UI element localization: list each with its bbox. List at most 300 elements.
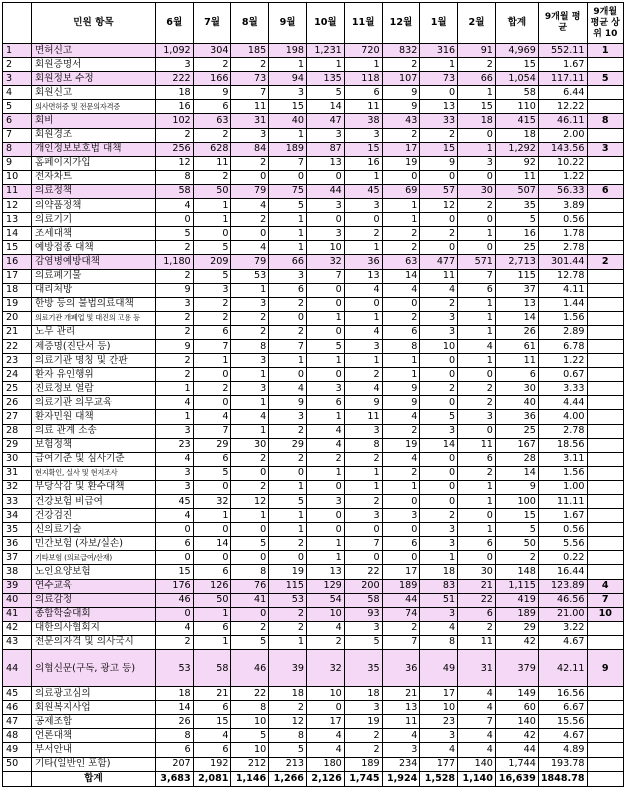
row-rank [587,199,623,213]
month-count: 63 [193,114,231,128]
month-count: 15 [269,100,307,114]
row-number: 5 [3,100,32,114]
month-count: 4 [269,382,307,396]
month-count: 4 [155,452,193,466]
row-number: 3 [3,72,32,86]
month-count: 1 [269,128,307,142]
month-count: 2 [155,325,193,339]
month-count: 126 [193,579,231,593]
month-count: 6 [193,621,231,635]
footer-month-sum: 1,140 [458,771,496,786]
month-count: 2 [382,311,420,325]
row-total: 25 [495,424,538,438]
row-total: 148 [495,565,538,579]
month-count: 83 [420,579,458,593]
table-row [3,325,624,339]
month-count: 4 [344,283,382,297]
month-count: 4 [193,410,231,424]
month-count: 5 [193,466,231,480]
month-count: 0 [458,213,496,227]
header-num [3,3,32,44]
row-total: 15 [495,58,538,72]
month-count: 14 [307,100,345,114]
row-rank [587,325,623,339]
month-count: 36 [344,255,382,269]
row-number: 48 [3,729,32,743]
item-name: 의료 관계 소송 [32,424,156,438]
row-number: 39 [3,579,32,593]
month-count: 15 [458,100,496,114]
month-count: 6 [193,701,231,715]
month-count: 5 [231,537,269,551]
month-count: 2 [231,311,269,325]
row-number: 19 [3,297,32,311]
row-avg: 1.67 [538,58,587,72]
month-count: 0 [231,607,269,621]
header-month: 6월 [155,3,193,44]
month-count: 1 [307,410,345,424]
month-count: 79 [231,184,269,198]
month-count: 2 [344,743,382,757]
row-total: 37 [495,283,538,297]
table-row [3,607,624,621]
month-count: 0 [458,170,496,184]
item-name: 부서안내 [32,743,156,757]
month-count: 19 [382,438,420,452]
row-avg: 1.22 [538,170,587,184]
month-count: 2 [382,466,420,480]
month-count: 2 [231,480,269,494]
row-total: 379 [495,650,538,687]
row-rank [587,241,623,255]
month-count: 0 [269,311,307,325]
month-count: 58 [193,650,231,687]
month-count: 8 [231,701,269,715]
table-row [3,650,624,687]
row-avg: 3.11 [538,452,587,466]
month-count: 3 [155,58,193,72]
row-rank [587,509,623,523]
month-count: 198 [269,44,307,58]
item-name: 의료기관 의무교육 [32,396,156,410]
month-count: 0 [420,452,458,466]
row-avg: 2.78 [538,424,587,438]
month-count: 8 [382,339,420,353]
row-total: 140 [495,715,538,729]
month-count: 9 [155,339,193,353]
month-count: 189 [344,757,382,771]
month-count: 38 [344,114,382,128]
row-avg: 193.78 [538,757,587,771]
month-count: 2 [269,621,307,635]
month-count: 1 [269,354,307,368]
month-count: 53 [269,593,307,607]
month-count: 11 [458,635,496,649]
row-total: 110 [495,100,538,114]
item-name: 종합학술대회 [32,607,156,621]
table-row [3,729,624,743]
footer-total-row [3,771,624,786]
row-number: 44 [3,650,32,687]
row-number: 42 [3,621,32,635]
row-total: 29 [495,621,538,635]
row-avg: 1.22 [538,354,587,368]
month-count: 19 [382,156,420,170]
item-name: 감염병예방대책 [32,255,156,269]
month-count: 2 [155,311,193,325]
month-count: 6 [382,325,420,339]
month-count: 1 [307,58,345,72]
month-count: 9 [382,100,420,114]
row-avg: 11.11 [538,495,587,509]
month-count: 9 [155,283,193,297]
month-count: 32 [307,650,345,687]
month-count: 7 [269,156,307,170]
row-avg: 4.11 [538,283,587,297]
item-name: 전문의자격 및 의사국시 [32,635,156,649]
month-count: 3 [193,283,231,297]
row-avg: 42.11 [538,650,587,687]
month-count: 222 [155,72,193,86]
row-avg: 552.11 [538,44,587,58]
month-count: 21 [458,579,496,593]
table-row [3,213,624,227]
row-total: 2 [495,551,538,565]
month-count: 0 [269,551,307,565]
month-count: 22 [344,565,382,579]
item-name: 기타보험 (의료급여/산재) [32,551,156,565]
month-count: 3 [382,743,420,757]
month-count: 45 [344,184,382,198]
month-count: 0 [458,368,496,382]
month-count: 8 [231,565,269,579]
month-count: 3 [307,382,345,396]
row-number: 25 [3,382,32,396]
row-avg: 2.89 [538,325,587,339]
table-row [3,142,624,156]
row-rank [587,213,623,227]
month-count: 53 [155,650,193,687]
row-rank [587,537,623,551]
month-count: 22 [458,593,496,607]
month-count: 4 [344,382,382,396]
month-count: 1 [458,227,496,241]
row-avg: 2.78 [538,241,587,255]
month-count: 76 [231,579,269,593]
month-count: 8 [420,635,458,649]
row-number: 12 [3,199,32,213]
month-count: 5 [269,495,307,509]
header-month: 9월 [269,3,307,44]
table-row [3,128,624,142]
month-count: 12 [269,715,307,729]
month-count: 13 [344,269,382,283]
month-count: 7 [458,715,496,729]
row-rank [587,715,623,729]
month-count: 15 [193,715,231,729]
month-count: 1 [231,396,269,410]
month-count: 3 [155,424,193,438]
row-number: 14 [3,227,32,241]
row-number: 21 [3,325,32,339]
month-count: 0 [231,523,269,537]
row-number: 45 [3,687,32,701]
row-total: 30 [495,382,538,396]
month-count: 23 [420,715,458,729]
month-count: 1 [382,213,420,227]
table-row [3,227,624,241]
row-avg: 18.56 [538,438,587,452]
header-month: 2월 [458,3,496,44]
footer-month-sum: 1,745 [344,771,382,786]
row-number: 9 [3,156,32,170]
row-avg: 1.78 [538,227,587,241]
month-count: 13 [382,701,420,715]
month-count: 207 [155,757,193,771]
month-count: 189 [382,579,420,593]
header-month: 11월 [344,3,382,44]
month-count: 477 [420,255,458,269]
month-count: 304 [193,44,231,58]
row-number: 11 [3,184,32,198]
month-count: 0 [344,523,382,537]
month-count: 0 [231,466,269,480]
month-count: 4 [307,438,345,452]
row-rank [587,523,623,537]
row-number: 18 [3,283,32,297]
row-rank: 10 [587,607,623,621]
month-count: 18 [458,114,496,128]
header-month: 12월 [382,3,420,44]
month-count: 2 [458,199,496,213]
table-row [3,410,624,424]
row-total: 35 [495,199,538,213]
month-count: 4 [344,325,382,339]
month-count: 0 [458,128,496,142]
month-count: 1 [269,241,307,255]
row-avg: 4.67 [538,635,587,649]
row-rank [587,495,623,509]
month-count: 58 [155,184,193,198]
table-row [3,44,624,58]
row-rank [587,354,623,368]
month-count: 0 [382,170,420,184]
month-count: 2 [344,729,382,743]
row-total: 189 [495,607,538,621]
month-count: 3 [155,297,193,311]
month-count: 2 [382,227,420,241]
row-number: 29 [3,438,32,452]
month-count: 7 [344,537,382,551]
month-count: 11 [344,100,382,114]
item-name: 언론대책 [32,729,156,743]
month-count: 1 [382,480,420,494]
month-count: 3 [231,382,269,396]
month-count: 1 [193,607,231,621]
row-rank [587,368,623,382]
row-total: 25 [495,241,538,255]
row-rank: 2 [587,255,623,269]
table-row [3,100,624,114]
month-count: 66 [458,72,496,86]
table-row [3,269,624,283]
row-rank [587,100,623,114]
row-avg: 0.67 [538,368,587,382]
month-count: 17 [420,687,458,701]
row-total: 167 [495,438,538,452]
month-count: 2 [269,325,307,339]
month-count: 1 [458,297,496,311]
row-avg: 3.22 [538,621,587,635]
month-count: 4 [307,743,345,757]
month-count: 4 [193,729,231,743]
table-row [3,579,624,593]
month-count: 6 [193,100,231,114]
month-count: 135 [307,72,345,86]
month-count: 19 [269,565,307,579]
row-rank: 4 [587,579,623,593]
month-count: 3 [155,480,193,494]
month-count: 8 [155,729,193,743]
item-name: 신의료기술 [32,523,156,537]
month-count: 0 [420,354,458,368]
month-count: 2 [382,241,420,255]
row-rank [587,757,623,771]
row-rank [587,466,623,480]
month-count: 192 [193,757,231,771]
table-row [3,368,624,382]
row-avg: 3.89 [538,199,587,213]
item-name: 의료폐기물 [32,269,156,283]
month-count: 2 [420,297,458,311]
month-count: 53 [231,269,269,283]
month-count: 2 [155,241,193,255]
table-row [3,199,624,213]
month-count: 2 [458,58,496,72]
row-number: 23 [3,354,32,368]
table-row [3,701,624,715]
item-name: 회원정보 수정 [32,72,156,86]
month-count: 0 [269,170,307,184]
month-count: 1 [193,509,231,523]
header-month: 7월 [193,3,231,44]
month-count: 3 [269,410,307,424]
month-count: 2 [231,213,269,227]
row-avg: 1.00 [538,480,587,494]
row-rank [587,551,623,565]
row-number: 22 [3,339,32,353]
item-name: 회원복지사업 [32,701,156,715]
month-count: 2 [344,227,382,241]
row-rank [587,382,623,396]
month-count: 6 [344,86,382,100]
month-count: 0 [420,466,458,480]
month-count: 1 [458,325,496,339]
month-count: 1 [458,354,496,368]
month-count: 0 [382,551,420,565]
item-name: 기타(일반인 포함) [32,757,156,771]
footer-month-sum: 2,081 [193,771,231,786]
month-count: 2 [269,701,307,715]
row-rank [587,339,623,353]
header-rank: 9개월 평균 상위 10 [587,3,623,44]
month-count: 4 [231,199,269,213]
month-count: 6 [193,743,231,757]
row-total: 18 [495,128,538,142]
month-count: 6 [193,565,231,579]
month-count: 1 [155,410,193,424]
month-count: 3 [307,128,345,142]
row-total: 5 [495,213,538,227]
month-count: 3 [269,269,307,283]
month-count: 0 [155,551,193,565]
month-count: 9 [382,86,420,100]
table-row [3,565,624,579]
month-count: 5 [193,269,231,283]
table-row [3,438,624,452]
row-number: 40 [3,593,32,607]
row-number: 32 [3,480,32,494]
month-count: 3 [231,354,269,368]
row-avg: 4.89 [538,743,587,757]
row-total: 36 [495,410,538,424]
month-count: 21 [382,687,420,701]
row-rank: 9 [587,650,623,687]
month-count: 10 [420,701,458,715]
table-body [3,44,624,772]
month-count: 1 [458,86,496,100]
row-number: 7 [3,128,32,142]
row-avg: 16.44 [538,565,587,579]
month-count: 19 [344,715,382,729]
month-count: 7 [458,269,496,283]
item-name: 의료기기 [32,213,156,227]
row-avg: 3.33 [538,382,587,396]
month-count: 9 [382,396,420,410]
month-count: 6 [155,743,193,757]
month-count: 3 [344,621,382,635]
month-count: 0 [307,297,345,311]
month-count: 0 [420,213,458,227]
month-count: 1 [458,523,496,537]
table-row [3,283,624,297]
row-avg: 123.89 [538,579,587,593]
row-total: 13 [495,297,538,311]
item-name: 제증명(진단서 등) [32,339,156,353]
month-count: 3 [420,424,458,438]
row-avg: 4.44 [538,396,587,410]
month-count: 13 [307,565,345,579]
month-count: 3 [420,311,458,325]
month-count: 2 [307,635,345,649]
month-count: 3 [344,199,382,213]
month-count: 176 [155,579,193,593]
month-count: 1 [231,283,269,297]
month-count: 4 [382,410,420,424]
item-name: 전자차트 [32,170,156,184]
month-count: 2 [458,621,496,635]
month-count: 0 [420,368,458,382]
month-count: 3 [269,86,307,100]
row-number: 49 [3,743,32,757]
header-month: 1월 [420,3,458,44]
month-count: 2 [231,325,269,339]
month-count: 13 [307,156,345,170]
row-rank: 6 [587,184,623,198]
row-rank [587,687,623,701]
item-name: 대리처방 [32,283,156,297]
row-avg: 6.67 [538,701,587,715]
